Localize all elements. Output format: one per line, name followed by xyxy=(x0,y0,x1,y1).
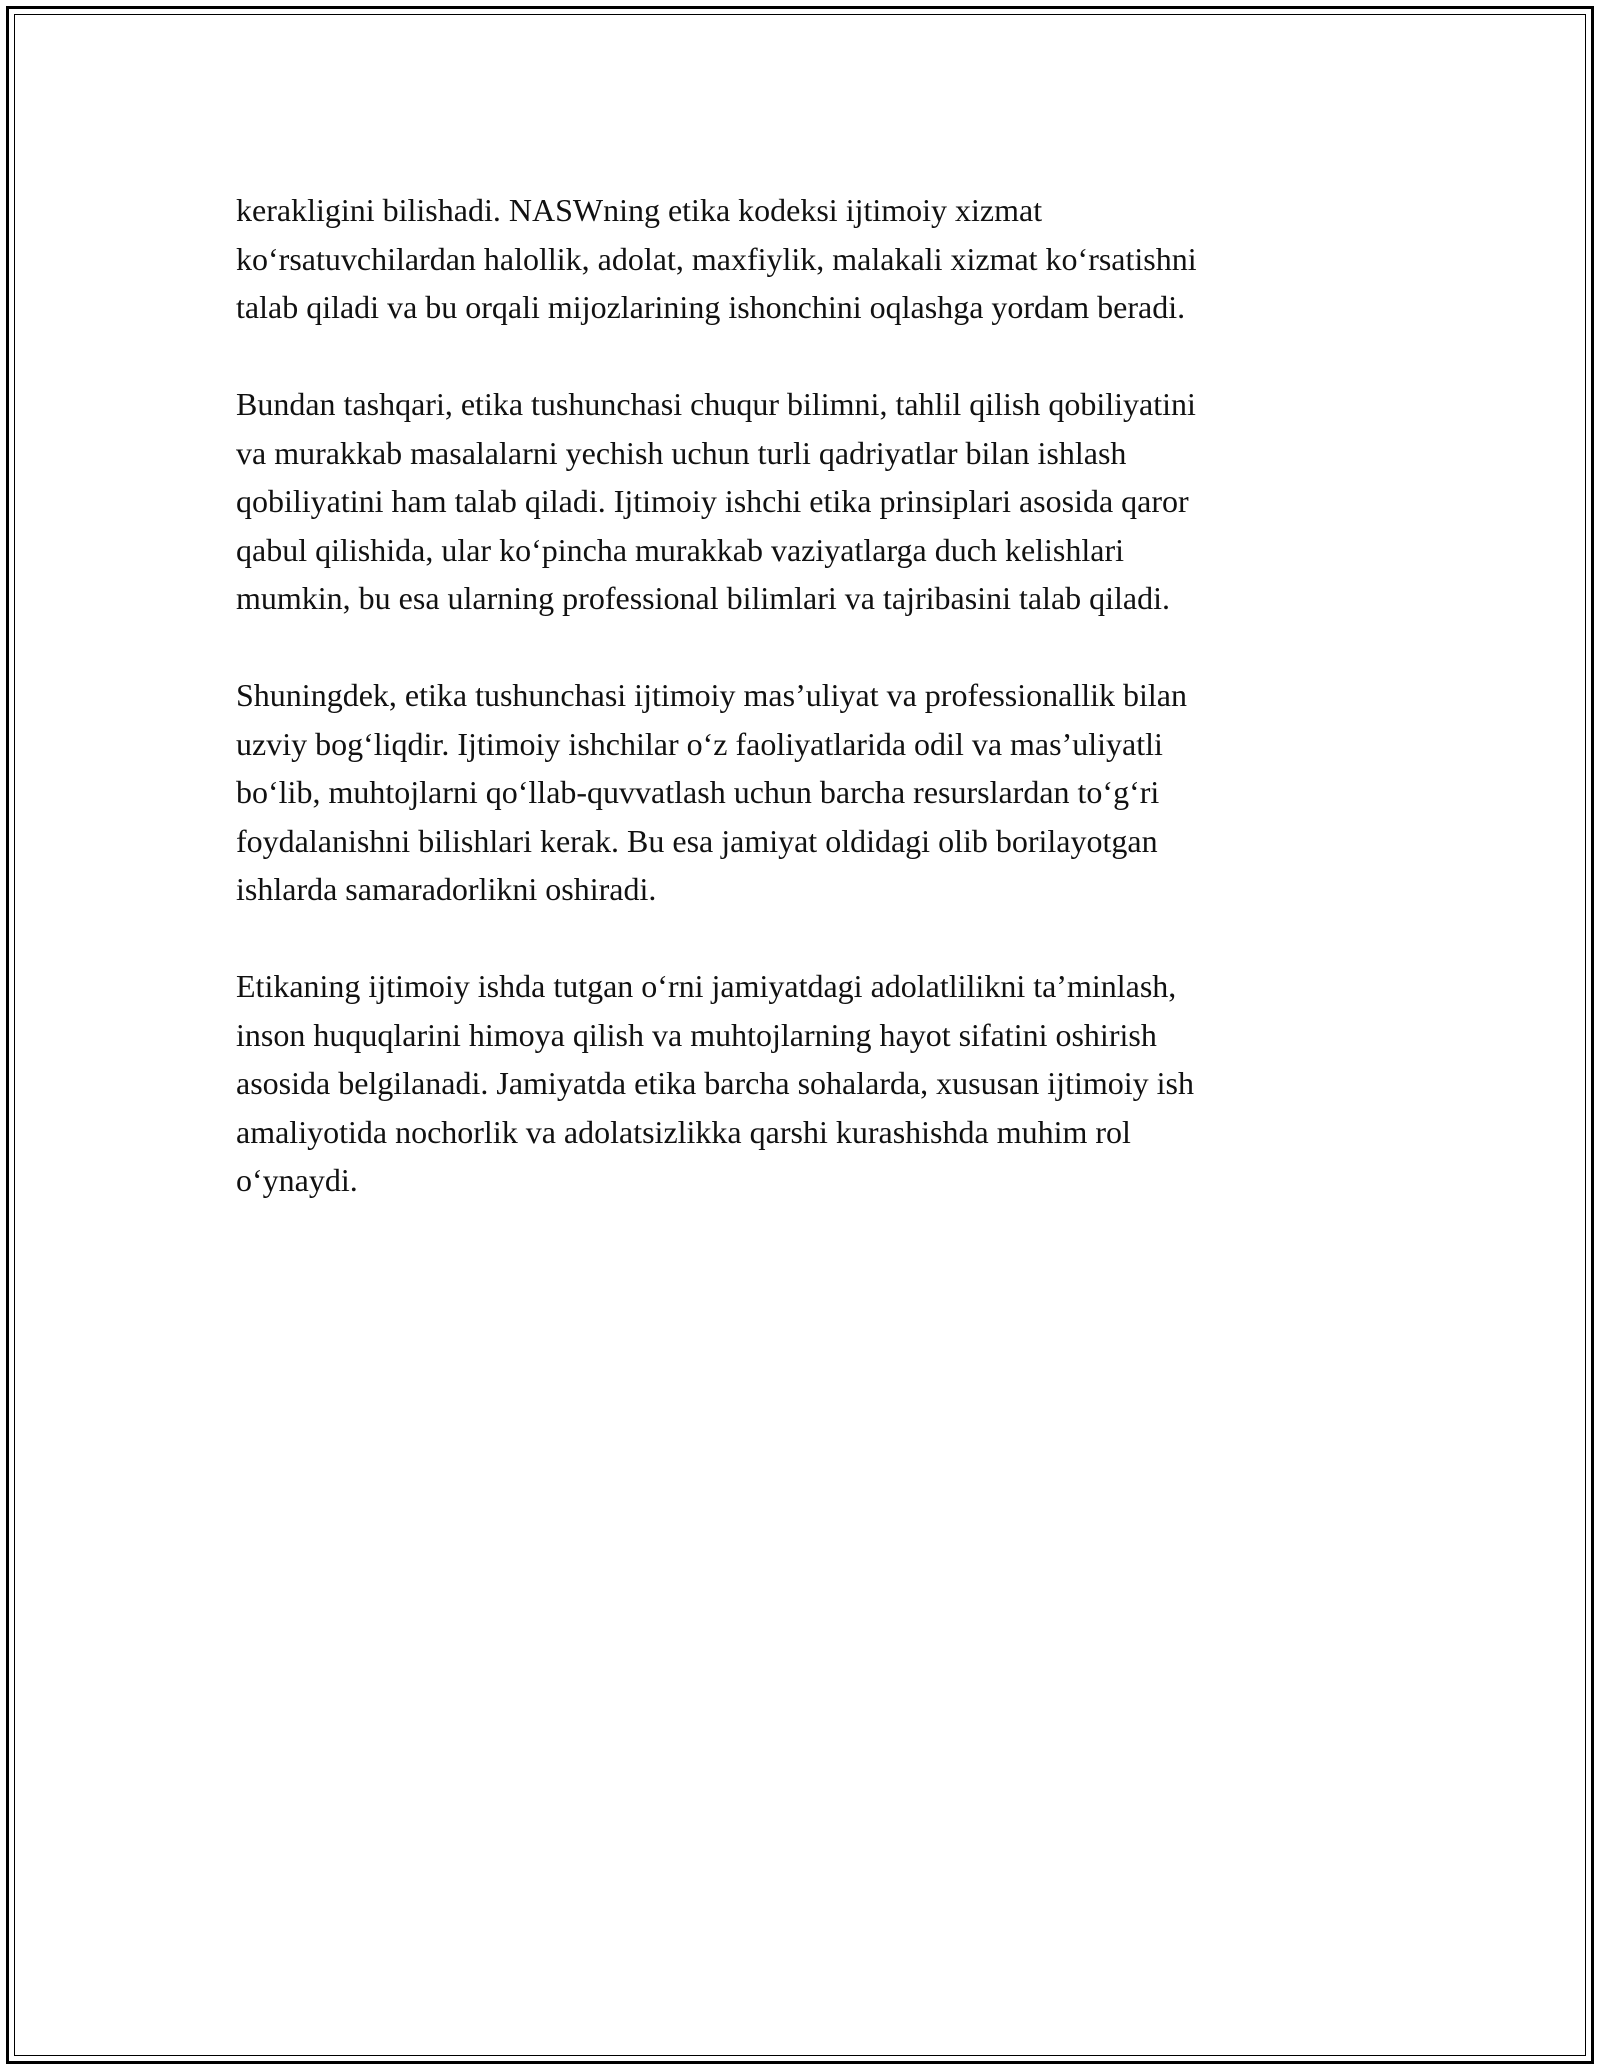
text-line: uzviy bog‘liqdir. Ijtimoiy ishchilar o‘z faoliyatlarida odil va mas’uliyatli xyxy=(236,725,1163,762)
text-line: asosida belgilanadi. Jamiyatda etika barcha sohalarda, xususan ijtimoiy ish xyxy=(236,1065,1194,1101)
paragraph-2 xyxy=(236,380,1376,623)
document-body xyxy=(236,186,1376,1253)
text-line: qobiliyatini ham talab qiladi. Ijtimoiy ishchi etika prinsiplari asosida qaror xyxy=(236,483,1189,519)
text-line: Etikaning ijtimoiy ishda tutgan o‘rni jamiyatdagi adolatlilikni ta’minlash, xyxy=(236,968,1177,1004)
text-line: qabul qilishida, ular ko‘pincha murakkab vaziyatlarga duch kelishlari xyxy=(236,531,1125,568)
text-line: kerakligini bilishadi. NASWning etika kodeksi ijtimoiy xizmat xyxy=(236,192,1043,228)
text-line: foydalanishni bilishlari kerak. Bu esa jamiyat oldidagi olib borilayotgan xyxy=(236,822,1158,859)
text-line: inson huquqlarini himoya qilish va muhtojlarning hayot sifatini oshirish xyxy=(236,1016,1157,1053)
text-line: amaliyotida nochorlik va adolatsizlikka qarshi kurashishda muhim rol xyxy=(236,1113,1131,1150)
text-line: talab qiladi va bu orqali mijozlarining ishonchini oqlashga yordam beradi. xyxy=(236,289,1186,325)
text-line: o‘ynaydi. xyxy=(236,1162,358,1198)
text-line: ko‘rsatuvchilardan halollik, adolat, maxfiylik, malakali xizmat ko‘rsatishni xyxy=(236,240,1197,277)
text-line: bo‘lib, muhtojlarni qo‘llab-quvvatlash uchun barcha resurslardan to‘g‘ri xyxy=(236,774,1160,810)
paragraph-1 xyxy=(236,186,1376,332)
text-line: va murakkab masalalarni yechish uchun turli qadriyatlar bilan ishlash xyxy=(236,434,1127,471)
text-line: Bundan tashqari, etika tushunchasi chuqur bilimni, tahlil qilish qobiliyatini xyxy=(236,386,1196,422)
text-line: mumkin, bu esa ularning professional bilimlari va tajribasini talab qiladi. xyxy=(236,580,1171,616)
paragraph-4 xyxy=(236,962,1376,1205)
text-line: ishlarda samaradorlikni oshiradi. xyxy=(236,871,657,907)
text-line: Shuningdek, etika tushunchasi ijtimoiy mas’uliyat va professionallik bilan xyxy=(236,677,1187,713)
paragraph-3 xyxy=(236,671,1376,914)
